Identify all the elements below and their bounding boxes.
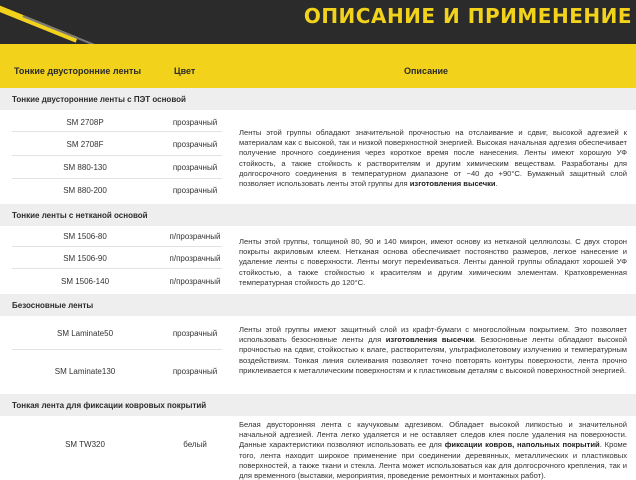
model-name: SM 2708P <box>66 118 104 127</box>
column-header-description: Описание <box>404 66 449 76</box>
group-description: Ленты этой группы, толщиной 80, 90 и 140 микрон, имеют основу из нетканой целлюлозы. С двух сторон покрыты акриловым клеем. Нетканая основа обеспечивает постоянство размеров, легкое нанесение и удаление ленты с поверхности. Ленты могут перекleиваться. Ленты данной группы обладают хорошей УФ стойкостью, а также стойкостью к красителям и другим химическим элементам. Кратковременная температурная стойкость до 120°С. <box>239 237 627 287</box>
row-divider <box>12 131 222 132</box>
row-divider <box>12 155 222 156</box>
color-value: прозрачный <box>172 163 218 172</box>
color-value: п/прозрачный <box>169 277 221 286</box>
model-name: SM Laminate130 <box>54 367 116 376</box>
model-name: SM Laminate50 <box>56 329 114 338</box>
column-header-name: Тонкие двусторонние ленты <box>14 66 142 76</box>
column-header-color: Цвет <box>174 66 196 76</box>
row-divider <box>12 178 222 179</box>
decorative-stripe-thin <box>23 15 98 44</box>
model-name: SM 1506-90 <box>63 254 107 263</box>
page-title: ОПИСАНИЕ И ПРИМЕНЕНИЕ <box>303 4 632 28</box>
color-value: прозрачный <box>172 186 218 195</box>
row-divider <box>12 268 222 269</box>
group-header: Тонкая лента для фиксации ковровых покрытий <box>0 394 636 416</box>
color-value: прозрачный <box>172 367 218 376</box>
model-name: SM TW320 <box>65 440 105 449</box>
group-header: Тонкие ленты с нетканой основой <box>0 204 636 226</box>
group-description: Ленты этой группы имеют защитный слой из крафт-бумаги с многослойным покрытием. Это позволяет использовать безосновные ленты для изготовления высечки. Безосновные ленты обладают высокой прочностью на сдвиг, стойкостью к влаге, растворителям, ультрафиолетовому излучению и температурным воздействиям. Тонкая линия склеивания позволяет точно повторять контуры поверхности, лента прочно приклеивается к металлическим поверхностям и к пластиковым деталям с высокой поверхностной энергией. <box>239 325 627 375</box>
row-divider <box>12 349 222 350</box>
color-value: п/прозрачный <box>169 254 221 263</box>
group-description: Ленты этой группы обладают значительной прочностью на отслаивание и сдвиг, высокой адгезией к материалам как с высокой, так и низкой поверхностной энергией. Высокая начальная адгезия обеспечивает получение прочного соединения через короткое время после нанесения. Ленты имеют хорошую УФ стойкость, а также стойкость к растворителям и другим химическим веществам. Разработаны для долгосрочного соединения в температурном диапазоне от −40 до +90°С. Бумажный защитный слой позволяет использовать ленты этой группы для изготовления высечки. <box>239 128 627 189</box>
color-value: белый <box>183 440 207 449</box>
model-name: SM 880-130 <box>63 163 107 172</box>
model-name: SM 1506-140 <box>60 277 110 286</box>
row-divider <box>12 246 222 247</box>
table-header <box>0 44 636 94</box>
group-header: Безосновные ленты <box>0 294 636 316</box>
color-value: прозрачный <box>172 329 218 338</box>
header-band <box>0 0 636 44</box>
color-value: прозрачный <box>172 140 218 149</box>
color-value: прозрачный <box>172 118 218 127</box>
group-description: Белая двусторонняя лента с каучуковым адгезивом. Обладает высокой липкостью и значительной начальной адгезией. Лента легко удаляется и не оставляет следов клея после удаления на поверхности. Данные характеристики позволяют использовать ее для фиксации ковров, напольных покрытий. Кроме того, лента находит широкое применение при соединении деревянных, металлических и пластиковых поверхностей, а также ткани и стекла. Лента может использоваться как для долгосрочного крепления, так и для временного (выставки, мероприятия, проведение ремонтных и монтажных работ). <box>239 420 627 480</box>
group-header: Тонкие двусторонние ленты с ПЭТ основой <box>0 88 636 110</box>
model-name: SM 2708F <box>66 140 104 149</box>
model-name: SM 880-200 <box>63 186 107 195</box>
model-name: SM 1506-80 <box>63 232 107 241</box>
color-value: п/прозрачный <box>169 232 221 241</box>
